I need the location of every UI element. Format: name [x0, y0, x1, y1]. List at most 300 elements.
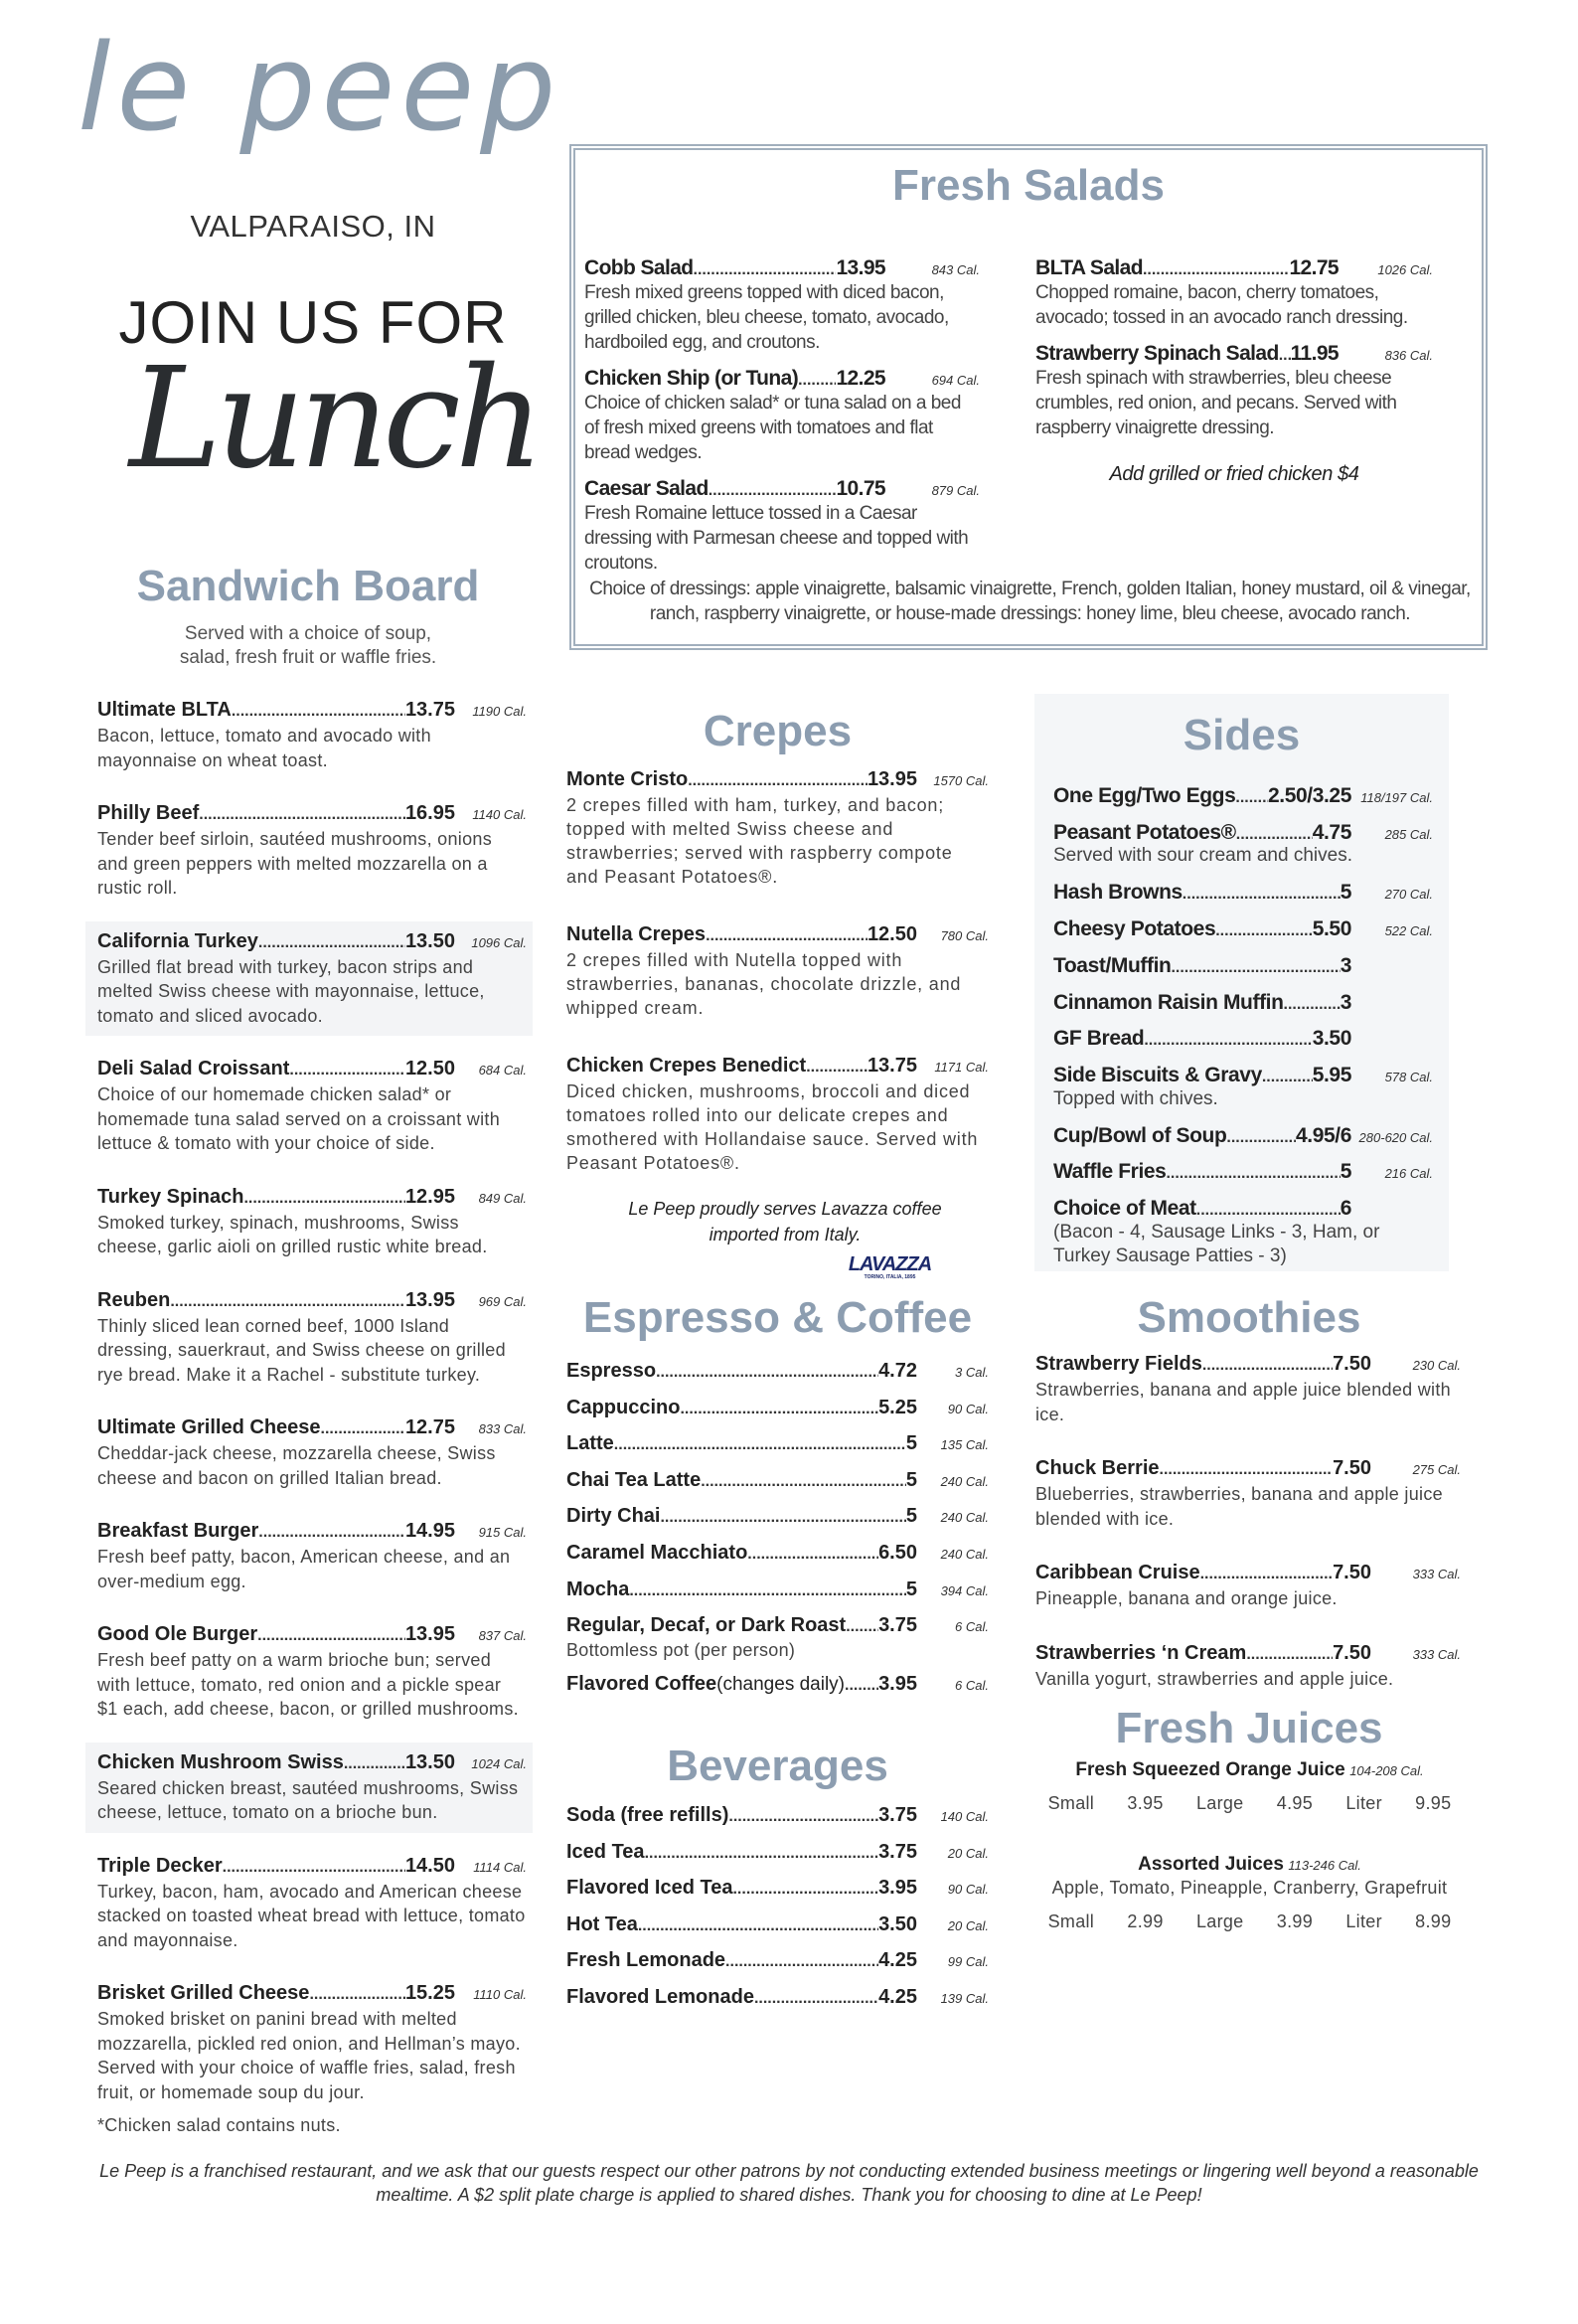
- item-name: Waffle Fries: [1053, 1160, 1167, 1184]
- item-calories: 90 Cal.: [947, 1882, 989, 1898]
- menu-item: [1053, 779, 1433, 816]
- item-calories: 240 Cal.: [940, 1546, 989, 1562]
- fresh-juices-heading: Fresh Juices: [1115, 1704, 1383, 1752]
- item-calories: 90 Cal.: [947, 1401, 989, 1416]
- dot-leader: [243, 1186, 404, 1211]
- dot-leader: [656, 1356, 878, 1391]
- item-name: Strawberry Fields: [1035, 1353, 1202, 1375]
- menu-item-row: [566, 1354, 989, 1391]
- add-chicken-note: Add grilled or fried chicken $4: [1109, 463, 1359, 485]
- item-price: 13.75: [867, 1055, 917, 1077]
- item-calories: 333 Cal.: [1412, 1567, 1461, 1581]
- smoothies-heading: Smoothies: [1137, 1293, 1361, 1342]
- item-calories: 394 Cal.: [940, 1582, 989, 1598]
- dot-leader: [223, 1855, 405, 1880]
- item-name: Good Ole Burger: [97, 1623, 258, 1645]
- item-name: GF Bread: [1053, 1027, 1145, 1051]
- menu-item-row: [566, 1835, 989, 1872]
- item-description: Fresh Romaine lettuce tossed in a Caesar dressing with Parmesan cheese and topped with croutons.: [584, 503, 969, 574]
- menu-item-row: [566, 1871, 989, 1908]
- menu-item-row: [97, 1057, 527, 1082]
- item-name: Caesar Salad: [584, 477, 709, 500]
- menu-item: [97, 1415, 527, 1490]
- menu-item-row: [1053, 1155, 1433, 1192]
- menu-item-row: [1053, 949, 1433, 986]
- item-calories: 836 Cal.: [1384, 348, 1433, 363]
- orange-juice: Fresh Squeezed Orange Juice 104-208 Cal.: [1075, 1759, 1424, 1780]
- dot-leader: [798, 372, 836, 390]
- item-description: (Bacon - 4, Sausage Links - 3, Ham, or Turkey Sausage Patties - 3): [1053, 1221, 1380, 1266]
- item-name: Regular, Decaf, or Dark Roast: [566, 1614, 847, 1637]
- item-calories: 118/197 Cal.: [1360, 790, 1433, 805]
- dot-leader: [1262, 1061, 1313, 1095]
- le-peep-logo: le peep: [78, 20, 562, 158]
- item-calories: 6 Cal.: [955, 1677, 989, 1693]
- dot-leader: [1215, 914, 1312, 949]
- item-description: Turkey, bacon, ham, avocado and American cheese stacked on toasted wheat bread with lettuce, tomato and mayonnaise.: [97, 1881, 526, 1950]
- item-description: Cheddar-jack cheese, mozzarella cheese, Swiss cheese and bacon on grilled Italian bread.: [97, 1443, 496, 1488]
- dot-leader: [1202, 1353, 1333, 1378]
- crepes-heading: Crepes: [703, 707, 853, 755]
- item-calories: 240 Cal.: [940, 1510, 989, 1526]
- menu-item: [1053, 876, 1433, 913]
- item-description: Blueberries, strawberries, banana and apple juice blended with ice.: [1035, 1484, 1443, 1529]
- menu-item: [1035, 1456, 1461, 1531]
- item-price: 7.50: [1333, 1562, 1371, 1583]
- menu-item-row: [584, 256, 980, 280]
- dot-leader: [1160, 1457, 1334, 1482]
- meal-title: Lunch: [129, 338, 539, 500]
- item-price: 12.25: [836, 367, 885, 390]
- item-name: Caramel Macchiato: [566, 1541, 748, 1564]
- item-price: 13.50: [404, 1750, 455, 1773]
- item-calories: 280-620 Cal.: [1358, 1129, 1433, 1145]
- item-name: Strawberries ‘n Cream: [1035, 1641, 1247, 1664]
- item-price: 16.95: [404, 802, 455, 824]
- item-price: 5.25: [878, 1396, 917, 1418]
- item-calories: 275 Cal.: [1412, 1462, 1461, 1477]
- item-price: 4.25: [878, 1985, 917, 2008]
- dot-leader: [258, 1520, 405, 1545]
- item-price: 3: [1340, 990, 1351, 1014]
- menu-item-row: [97, 1981, 527, 2007]
- dot-leader: [645, 1837, 879, 1872]
- menu-item-row: [566, 1573, 989, 1609]
- menu-item: [566, 1573, 989, 1609]
- menu-item: [1035, 342, 1433, 440]
- menu-item: [584, 477, 980, 576]
- item-price: 6.50: [878, 1541, 917, 1564]
- item-name: Cappuccino: [566, 1396, 681, 1418]
- dot-leader: [725, 1945, 878, 1980]
- menu-item: [566, 1908, 989, 1944]
- item-name: California Turkey: [97, 929, 258, 952]
- item-price: 7.50: [1333, 1641, 1371, 1664]
- item-name: Triple Decker: [97, 1854, 223, 1877]
- item-calories: 230 Cal.: [1412, 1358, 1461, 1373]
- item-price: 13.95: [404, 1288, 455, 1311]
- menu-item: [97, 929, 527, 1029]
- menu-item: [1053, 986, 1433, 1023]
- item-description: 2 crepes filled with ham, turkey, and bacon; topped with melted Swiss cheese and strawberries; served with raspberry compote and Peasant Potatoes®.: [566, 795, 953, 887]
- item-name: Ultimate BLTA: [97, 699, 232, 721]
- dot-leader: [321, 1416, 405, 1441]
- fresh-juices: [1024, 1759, 1476, 1934]
- item-price: 14.50: [404, 1854, 455, 1877]
- menu-item: [566, 1391, 989, 1427]
- item-name: BLTA Salad: [1035, 256, 1143, 279]
- item-name: Flavored Lemonade: [566, 1985, 754, 2008]
- assorted-juice-sizes: Small 2.99 Large 3.99 Liter 8.99: [1047, 1911, 1452, 1931]
- menu-item-row: [584, 477, 980, 501]
- menu-item: [1053, 1022, 1433, 1059]
- item-price: 7.50: [1333, 1457, 1371, 1479]
- dot-leader: [680, 1393, 878, 1427]
- item-calories: 135 Cal.: [940, 1437, 989, 1453]
- item-calories: 1570 Cal.: [933, 773, 989, 788]
- item-calories: 216 Cal.: [1384, 1166, 1433, 1182]
- chicken-salad-note: *Chicken salad contains nuts.: [97, 2115, 341, 2135]
- dot-leader: [309, 1982, 405, 2007]
- menu-item-row: [1053, 876, 1433, 913]
- item-calories: 6 Cal.: [955, 1619, 989, 1635]
- menu-item: [566, 1943, 989, 1980]
- dot-leader: [232, 699, 405, 724]
- item-name: Iced Tea: [566, 1840, 645, 1863]
- dot-leader: [614, 1428, 906, 1463]
- item-price: 5: [1340, 881, 1351, 905]
- item-calories: 879 Cal.: [931, 483, 980, 498]
- item-description: Smoked turkey, spinach, mushrooms, Swiss cheese, garlic aioli on grilled rustic white bread.: [97, 1212, 488, 1256]
- menu-item-row: [1053, 779, 1433, 816]
- item-name: Peasant Potatoes®: [1053, 820, 1236, 844]
- item-price: 3.50: [1312, 1027, 1351, 1051]
- menu-item: [97, 1519, 527, 1593]
- item-price: 12.50: [404, 1058, 455, 1079]
- item-name: Monte Cristo: [566, 768, 689, 790]
- item-description: Vanilla yogurt, strawberries and apple juice.: [1035, 1668, 1394, 1689]
- dot-leader: [732, 1873, 878, 1908]
- dot-leader: [629, 1575, 906, 1609]
- dot-leader: [1200, 1562, 1333, 1586]
- item-description: Choice of our homemade chicken salad* or homemade tuna salad served on a croissant with lettuce & tomato with your choice of side.: [97, 1084, 501, 1153]
- menu-item: [1035, 256, 1433, 330]
- item-name: Chicken Mushroom Swiss: [97, 1750, 344, 1773]
- dot-leader: [706, 923, 868, 948]
- menu-item: [97, 1981, 527, 2104]
- dot-leader: [1284, 988, 1341, 1023]
- item-calories: 1190 Cal.: [472, 704, 527, 719]
- item-calories: 3 Cal.: [955, 1365, 989, 1380]
- dot-leader: [1144, 1024, 1312, 1059]
- item-calories: 240 Cal.: [940, 1473, 989, 1489]
- item-name: Brisket Grilled Cheese: [97, 1982, 310, 2004]
- item-name: Strawberry Spinach Salad: [1035, 342, 1279, 365]
- item-calories: 20 Cal.: [947, 1845, 989, 1861]
- menu-item-row: [1035, 1352, 1461, 1378]
- item-name: Hash Browns: [1053, 881, 1183, 905]
- fresh-salads-heading: Fresh Salads: [892, 161, 1165, 210]
- item-price: 12.50: [867, 923, 917, 945]
- menu-item-row: [1053, 913, 1433, 949]
- item-price: 14.95: [404, 1520, 455, 1542]
- item-name: Chicken Crepes Benedict: [566, 1055, 807, 1077]
- item-price: 5: [1340, 1160, 1351, 1184]
- menu-item-row: [1053, 1022, 1433, 1059]
- item-price: 6: [1340, 1197, 1351, 1221]
- menu-item-row: [1035, 256, 1433, 280]
- menu-item: [1053, 1119, 1433, 1156]
- item-name: Mocha: [566, 1577, 630, 1600]
- item-price: 13.50: [404, 929, 455, 952]
- menu-item: [97, 1185, 527, 1259]
- menu-item: [566, 1798, 989, 1835]
- menu-item-row: [1035, 1456, 1461, 1482]
- item-calories: 578 Cal.: [1384, 1069, 1433, 1084]
- sandwich-board-heading: Sandwich Board: [136, 562, 480, 610]
- item-calories: 522 Cal.: [1384, 923, 1433, 939]
- sandwich-board-subtitle: Served with a choice of soup, salad, fresh fruit or waffle fries.: [179, 623, 437, 668]
- item-price: 12.75: [404, 1416, 455, 1438]
- menu-item: [1053, 816, 1433, 869]
- smoothies-list: [1035, 1352, 1461, 1721]
- item-price: 3: [1340, 953, 1351, 977]
- lavazza-note: Le Peep proudly serves Lavazza coffee imported from Italy.: [628, 1199, 942, 1245]
- item-name: Fresh Lemonade: [566, 1949, 726, 1972]
- location: VALPARAISO, IN: [190, 209, 436, 244]
- item-description: Chopped romaine, bacon, cherry tomatoes, avocado; tossed in an avocado ranch dressing.: [1035, 282, 1408, 328]
- item-calories: 20 Cal.: [947, 1917, 989, 1933]
- item-calories: 684 Cal.: [478, 1063, 527, 1078]
- dot-leader: [1171, 951, 1340, 986]
- menu-item-row: [97, 1854, 527, 1880]
- item-calories: 1110 Cal.: [473, 1987, 527, 2002]
- item-calories: 694 Cal.: [931, 373, 980, 388]
- item-price: 5: [905, 1432, 917, 1455]
- sandwich-list: [97, 698, 527, 2133]
- menu-item: [97, 1288, 527, 1388]
- menu-item: [1035, 1352, 1461, 1426]
- dot-leader: [747, 1538, 878, 1573]
- item-description: Choice of chicken salad* or tuna salad on a bed of fresh mixed greens with tomatoes and flat bread wedges.: [584, 393, 961, 463]
- menu-item: [566, 1426, 989, 1463]
- menu-item: [1053, 949, 1433, 986]
- menu-item-row: [97, 1415, 527, 1441]
- menu-item: [1053, 1155, 1433, 1192]
- dot-leader: [660, 1501, 905, 1536]
- menu-item: [1035, 1641, 1461, 1692]
- menu-item: [566, 1980, 989, 2017]
- item-name: Flavored Coffee: [566, 1672, 717, 1695]
- item-price: 2.50/3.25: [1268, 784, 1351, 807]
- menu-item: [566, 1871, 989, 1908]
- item-name: Latte: [566, 1432, 614, 1455]
- dot-leader: [806, 1055, 868, 1079]
- item-price: 5: [905, 1505, 917, 1528]
- item-price: 13.95: [836, 256, 885, 279]
- menu-item: [566, 1608, 989, 1661]
- item-price: 13.95: [867, 768, 917, 790]
- menu-item-row: [1053, 986, 1433, 1023]
- item-price: 15.25: [404, 1982, 455, 2004]
- menu-item-row: [566, 1943, 989, 1980]
- menu-item: [584, 367, 980, 465]
- item-price: 3.50: [878, 1912, 917, 1935]
- dot-leader: [289, 1058, 405, 1082]
- item-description: Diced chicken, mushrooms, broccoli and diced tomatoes rolled into our delicate crepes and smothered with Hollandaise sauce. Served with Peasant Potatoes®.: [566, 1081, 979, 1173]
- item-calories: 333 Cal.: [1412, 1646, 1461, 1662]
- item-description: Fresh beef patty, bacon, American cheese, and an over-medium egg.: [97, 1547, 511, 1591]
- dot-leader: [754, 1982, 878, 2017]
- item-calories: 843 Cal.: [931, 262, 980, 277]
- item-name: Ultimate Grilled Cheese: [97, 1416, 321, 1438]
- menu-item-row: [97, 1288, 527, 1314]
- item-name: Toast/Muffin: [1053, 953, 1172, 977]
- item-calories: 915 Cal.: [478, 1525, 527, 1540]
- menu-item: [584, 256, 980, 355]
- item-calories: 285 Cal.: [1384, 826, 1433, 842]
- item-description: Seared chicken breast, sautéed mushrooms, Swiss cheese, lettuce, tomato on a brioche bun.: [97, 1777, 519, 1822]
- item-description: Tender beef sirloin, sautéed mushrooms, onions and green peppers with melted mozzarella on a rustic roll.: [97, 829, 493, 898]
- dot-leader: [170, 1289, 405, 1314]
- dot-leader: [688, 768, 868, 793]
- dot-leader: [257, 1623, 405, 1648]
- item-price: 11.95: [1290, 342, 1339, 365]
- item-name: Caribbean Cruise: [1035, 1562, 1200, 1583]
- item-name: Side Biscuits & Gravy: [1053, 1063, 1262, 1086]
- item-calories: 1026 Cal.: [1377, 262, 1433, 277]
- item-description: Fresh spinach with strawberries, bleu cheese crumbles, red onion, and pecans. Served with raspberry vinaigrette dressing.: [1035, 368, 1397, 438]
- menu-item: [566, 1463, 989, 1500]
- item-price: 4.75: [1312, 820, 1351, 844]
- item-calories: 1024 Cal.: [471, 1755, 527, 1771]
- assorted-juice-flavors: Apple, Tomato, Pineapple, Cranberry, Grapefruit: [1051, 1877, 1448, 1898]
- item-calories: 849 Cal.: [478, 1190, 527, 1206]
- item-name-suffix: (changes daily): [716, 1673, 845, 1695]
- item-name: Breakfast Burger: [97, 1520, 259, 1542]
- item-description: 2 crepes filled with Nutella topped with strawberries, bananas, chocolate drizzle, and whipped cream.: [566, 950, 962, 1018]
- item-name: Reuben: [97, 1288, 171, 1311]
- sides-heading: Sides: [1183, 711, 1301, 759]
- menu-item: [566, 922, 989, 1020]
- dot-leader: [638, 1909, 878, 1944]
- item-description: Topped with chives.: [1053, 1087, 1218, 1109]
- menu-item-row: [1035, 342, 1433, 366]
- item-name: One Egg/Two Eggs: [1053, 784, 1236, 807]
- menu-item-row: [584, 367, 980, 391]
- dot-leader: [1166, 1157, 1340, 1192]
- item-name: Deli Salad Croissant: [97, 1058, 290, 1079]
- item-price: 4.95/6: [1296, 1123, 1351, 1147]
- item-description: Fresh beef patty on a warm brioche bun; served with lettuce, tomato, red onion and a pickle spear $1 each, add cheese, bacon, or grilled mushrooms.: [97, 1650, 519, 1719]
- item-description: Served with sour cream and chives.: [1053, 845, 1352, 867]
- item-name: Flavored Iced Tea: [566, 1877, 733, 1900]
- menu-item-row: [97, 929, 527, 955]
- dot-leader: [258, 930, 405, 955]
- menu-item: [1053, 1059, 1433, 1111]
- menu-item-row: [97, 1750, 527, 1776]
- menu-item-row: [566, 1798, 989, 1835]
- menu-item-row: [566, 1908, 989, 1944]
- item-price: 3.95: [878, 1877, 917, 1900]
- assorted-juices: Assorted Juices 113-246 Cal.: [1138, 1853, 1361, 1875]
- menu-item-row: [97, 801, 527, 827]
- sides-list: [1053, 779, 1433, 1276]
- item-price: 12.95: [404, 1185, 455, 1208]
- item-price: 7.50: [1333, 1353, 1371, 1375]
- item-description: Bottomless pot (per person): [566, 1639, 796, 1660]
- dot-leader: [344, 1751, 405, 1776]
- item-calories: 99 Cal.: [947, 1954, 989, 1970]
- menu-item: [97, 1750, 527, 1825]
- item-name: Soda (free refills): [566, 1804, 729, 1826]
- item-calories: 780 Cal.: [940, 928, 989, 943]
- item-name: Dirty Chai: [566, 1505, 661, 1528]
- item-calories: 1096 Cal.: [471, 934, 527, 950]
- item-calories: 1171 Cal.: [934, 1060, 989, 1075]
- menu-item: [1053, 1192, 1433, 1268]
- item-name: Cheesy Potatoes: [1053, 917, 1216, 941]
- menu-item-row: [566, 1667, 989, 1704]
- espresso-coffee-heading: Espresso & Coffee: [582, 1293, 973, 1342]
- item-name: Chicken Ship (or Tuna): [584, 367, 799, 390]
- item-price: 13.75: [404, 699, 455, 721]
- menu-item: [97, 801, 527, 901]
- beverages-heading: Beverages: [667, 1742, 888, 1790]
- menu-item-row: [566, 922, 989, 948]
- item-price: 4.72: [878, 1360, 917, 1382]
- dot-leader: [709, 482, 837, 500]
- item-price: 5.50: [1312, 917, 1351, 941]
- item-calories: 969 Cal.: [478, 1293, 527, 1309]
- item-description: Smoked brisket on panini bread with melted mozzarella, pickled red onion, and Hellman’s mayo. Served with your choice of waffle fries, salad, fresh fruit, or homemade soup du jour.: [97, 2009, 521, 2102]
- menu-item: [97, 1057, 527, 1156]
- dot-leader: [701, 1465, 906, 1500]
- menu-item-row: [566, 1463, 989, 1500]
- item-name: Cobb Salad: [584, 256, 694, 279]
- item-name: Philly Beef: [97, 802, 200, 824]
- salads-left: [584, 256, 980, 587]
- menu-item-row: [1053, 1119, 1433, 1156]
- dot-leader: [1235, 781, 1268, 816]
- item-description: Strawberries, banana and apple juice blended with ice.: [1035, 1380, 1451, 1424]
- item-description: Grilled flat bread with turkey, bacon strips and melted Swiss cheese with mayonnaise, lettuce, tomato and sliced avocado.: [97, 956, 485, 1026]
- menu-item-row: [566, 767, 989, 793]
- menu-item: [1035, 1561, 1461, 1611]
- item-name: Chai Tea Latte: [566, 1468, 702, 1491]
- item-description: Fresh mixed greens topped with diced bacon, grilled chicken, bleu cheese, tomato, avocado, hardboiled egg, and croutons.: [584, 282, 949, 353]
- menu-item-row: [566, 1054, 989, 1079]
- item-name: Cinnamon Raisin Muffin: [1053, 990, 1284, 1014]
- menu-item: [566, 1354, 989, 1391]
- item-name: Chuck Berrie: [1035, 1457, 1160, 1479]
- item-calories: 139 Cal.: [940, 1990, 989, 2006]
- menu-item-row: [566, 1499, 989, 1536]
- dressings-note: Choice of dressings: apple vinaigrette, balsamic vinaigrette, French, golden Italian, honey mustard, oil & vinegar, ranch, raspberry vinaigrette, or house-made dressings: honey lime, bleu cheese, avocado ranch.: [589, 579, 1471, 624]
- dot-leader: [1279, 347, 1291, 365]
- item-price: 12.75: [1289, 256, 1339, 279]
- item-calories: 833 Cal.: [478, 1421, 527, 1436]
- menu-item: [97, 1854, 527, 1953]
- tagline: JOIN US FOR: [118, 289, 508, 356]
- item-price: 5: [905, 1577, 917, 1600]
- dot-leader: [1183, 878, 1341, 913]
- item-price: 5: [905, 1468, 917, 1491]
- dot-leader: [694, 261, 837, 279]
- item-price: 4.25: [878, 1949, 917, 1972]
- menu-item-row: [97, 1185, 527, 1211]
- menu-item-row: [1035, 1641, 1461, 1667]
